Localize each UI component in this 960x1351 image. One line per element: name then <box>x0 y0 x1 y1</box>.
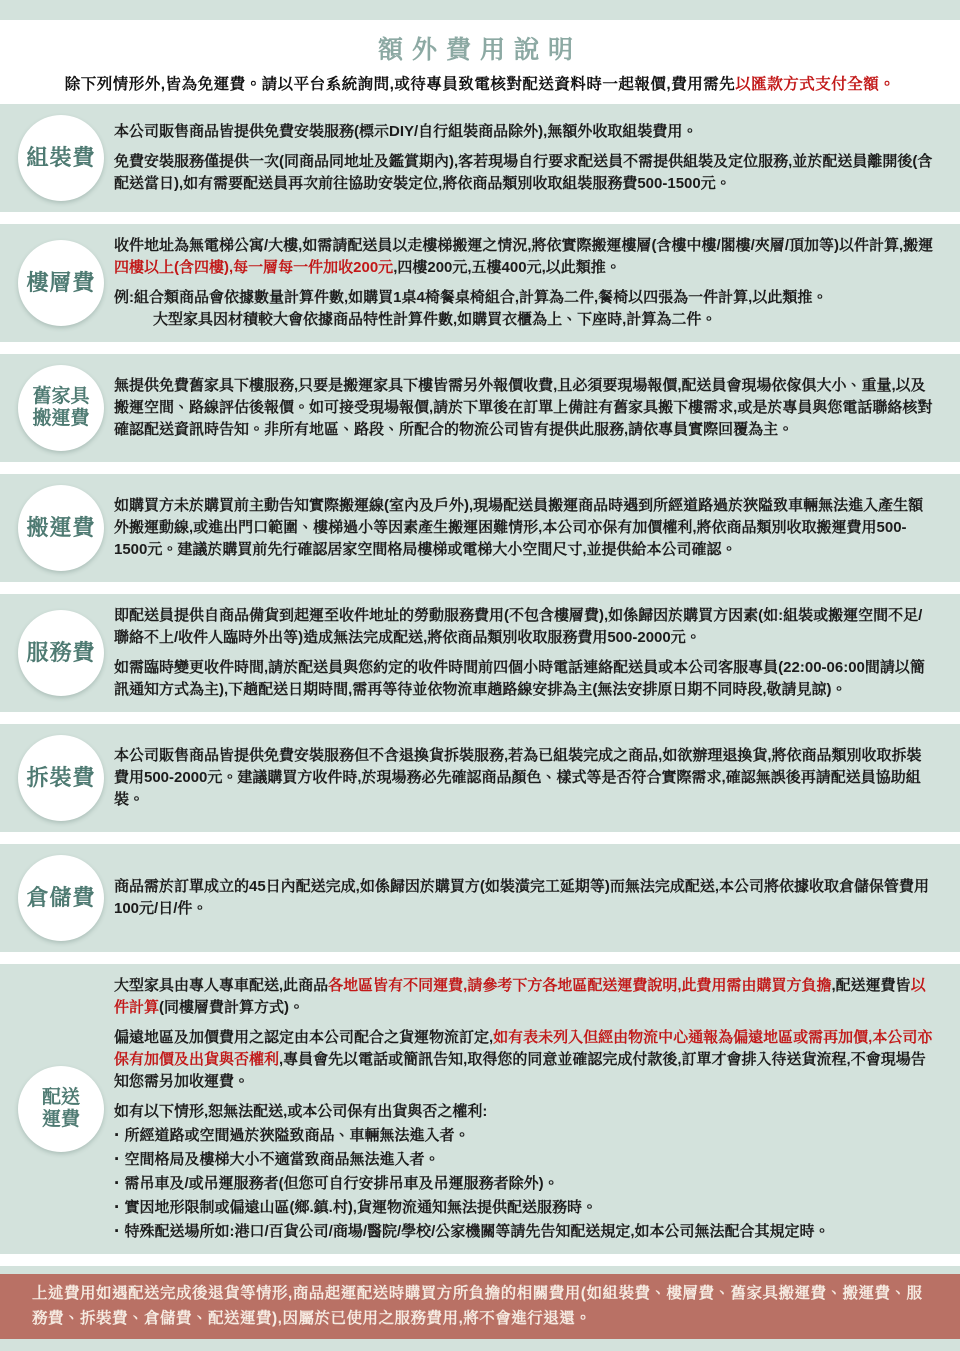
section-label-column <box>18 365 104 451</box>
section-content <box>114 121 934 195</box>
text-run: 免費安裝服務僅提供一次(同商品同地址及鑑賞期內),客若現場自行要求配送員不需提供組裝及定位服務,並於配送員離開後(含配送當日),如有需要配送員再次前往協助安裝定位,將依商品類別收取組裝服務費500-1500元。 <box>114 153 933 192</box>
section-label-line: 倉儲費 <box>26 885 96 911</box>
section-content <box>114 375 934 441</box>
text-run: 如需臨時變更收件時間,請於配送員與您約定的收件時間前四個小時電話連絡配送員或本公司客服專員(22:00-06:00間請以簡訊通知方式為主),下趟配送日期時間,需再等待並依物流車趟路線安排為主(無法安排原日期不同時段,敬請見諒)。 <box>114 659 925 698</box>
bullet-item <box>114 1149 934 1171</box>
bullet-item <box>114 1197 934 1219</box>
paragraph <box>114 975 934 1019</box>
paragraph <box>114 235 934 279</box>
section-content <box>114 235 934 331</box>
paragraph <box>114 605 934 649</box>
paragraph <box>114 287 934 309</box>
bottom-teal-strip <box>0 1339 960 1351</box>
text-run: 本公司販售商品皆提供免費安裝服務但不含退換貨拆裝服務,若為已組裝完成之商品,如欲辦理退換貨,將依商品類別收取拆裝費用500-2000元。建議購買方收件時,於現場務必先確認商品顏色、樣式等是否符合實際需求,確認無誤後再請配送員協助組裝。 <box>114 747 922 808</box>
section-label-badge <box>18 485 104 571</box>
text-run: 實因地形限制或偏遠山區(鄉.鎮.村),貨運物流通知無法提供配送服務時。 <box>124 1199 597 1216</box>
paragraph <box>114 375 934 441</box>
section-label-line: 服務費 <box>26 640 96 666</box>
text-run: 空間格局及樓梯大小不適當致商品無法進入者。 <box>124 1151 440 1168</box>
fee-section-moving-fee <box>0 474 960 582</box>
highlighted-text-run: 各地區皆有不同運費,請參考下方各地區配送運費說明,此費用需由購買方負擔 <box>328 977 832 994</box>
refund-notice-text: 上述費用如遇配送完成後退貨等情形,商品起運配送時購買方所負擔的相關費用(如組裝費、樓層費、舊家具搬運費、搬運費、服務費、拆裝費、倉儲費、配送運費),因屬於已使用之服務費用,將不會進行退還。 <box>32 1285 923 1327</box>
fee-section-floor-fee <box>0 224 960 342</box>
bullet-item <box>114 1221 934 1243</box>
highlighted-text-run: 以件計算 <box>114 977 926 1016</box>
section-label-badge <box>18 735 104 821</box>
text-run: 收件地址為無電梯公寓/大樓,如需請配送員以走樓梯搬運之情況,將依實際搬運樓層(含樓中樓/閣樓/夾層/頂加等)以件計算,搬運 <box>114 237 934 254</box>
bullet-dot-icon: ‧ <box>114 1127 120 1144</box>
section-label-line: 拆裝費 <box>26 765 96 791</box>
section-label-badge <box>18 365 104 451</box>
text-run: 無提供免費舊家具下樓服務,只要是搬運家具下樓皆需另外報價收費,且必須要現場報價,配送員會現場依傢俱大小、重量,以及搬運空間、路線評估後報價。如可接受現場報價,請於下單後在訂單上備註有舊家具搬下樓需求,或是於專員與您電話聯絡核對確認配送資訊時告知。非所有地區、路段、所配合的物流公司皆有提供此服務,請依專員實際回覆為主。 <box>114 377 933 438</box>
fee-section-assembly-fee <box>0 104 960 212</box>
section-content <box>114 495 934 561</box>
fee-section-storage-fee <box>0 844 960 952</box>
bullet-dot-icon: ‧ <box>114 1223 120 1240</box>
section-label-column <box>18 735 104 821</box>
section-label-line: 組裝費 <box>26 145 96 171</box>
text-run: 需吊車及/或吊運服務者(但您可自行安排吊車及吊運服務者除外)。 <box>124 1175 559 1192</box>
text-run: 即配送員提供自商品備貨到起運至收件地址的勞動服務費用(不包含樓層費),如係歸因於購買方因素(如:組裝或搬運空間不足/聯絡不上/收件人臨時外出等)造成無法完成配送,將依商品類別收取服務費用500-2000元。 <box>114 607 923 646</box>
text-run: ,配送運費皆 <box>831 977 911 994</box>
section-label-line: 搬運費 <box>26 515 96 541</box>
section-content <box>114 975 934 1243</box>
text-run: 特殊配送場所如:港口/百貨公司/商場/醫院/學校/公家機關等請先告知配送規定,如本公司無法配合其規定時。 <box>124 1223 830 1240</box>
section-content <box>114 876 934 920</box>
paragraph <box>114 876 934 920</box>
section-content <box>114 745 934 811</box>
subtitle-text: 除下列情形外,皆為免運費。請以平台系統詢問,或待專員致電核對配送資料時一起報價,費用需先 <box>64 76 736 93</box>
text-run: (同樓層費計算方式)。 <box>159 999 305 1016</box>
subtitle-highlight: 以匯款方式支付全額。 <box>735 76 896 93</box>
fee-sections <box>0 104 960 1254</box>
section-label-column <box>18 1066 104 1152</box>
page-subtitle <box>12 72 948 94</box>
text-run: 所經道路或空間過於狹隘致商品、車輛無法進入者。 <box>124 1127 470 1144</box>
highlighted-text-run: 如有表未列入但經由物流中心通報為偏遠地區或需再加價,本公司亦保有加價及出貨與否權利 <box>114 1029 933 1068</box>
bullet-dot-icon: ‧ <box>114 1151 120 1168</box>
text-run: 本公司販售商品皆提供免費安裝服務(標示DIY/自行組裝商品除外),無額外收取組裝費用。 <box>114 123 698 140</box>
refund-notice-footer <box>0 1274 960 1339</box>
section-label-badge <box>18 1066 104 1152</box>
bullet-item <box>114 1125 934 1147</box>
section-label-line: 運費 <box>41 1109 80 1130</box>
footer-gap <box>0 1266 960 1274</box>
text-run: ,專員會先以電話或簡訊告知,取得您的同意並確認完成付款後,訂單才會排入待送貨流程,不會現場告知您需另加收運費。 <box>114 1051 926 1090</box>
paragraph <box>114 151 934 195</box>
section-label-column <box>18 485 104 571</box>
section-label-badge <box>18 855 104 941</box>
text-run: ,四樓200元,五樓400元,以此類推。 <box>393 259 621 276</box>
text-run: 偏遠地區及加價費用之認定由本公司配合之貨運物流訂定, <box>114 1029 494 1046</box>
fee-section-old-furniture-removal-fee <box>0 354 960 462</box>
text-run: 商品需於訂單成立的45日內配送完成,如係歸因於購買方(如裝潢完工延期等)而無法完成配送,本公司將依據收取倉儲保管費用100元/日/件。 <box>114 878 930 917</box>
section-label-badge <box>18 240 104 326</box>
fee-section-delivery-fee <box>0 964 960 1254</box>
section-label-column <box>18 240 104 326</box>
text-run: 如購買方未於購買前主動告知實際搬運線(室內及戶外),現場配送員搬運商品時遇到所經道路過於狹隘致車輛無法進入產生額外搬運動線,或進出門口範圍、樓梯過小等因素產生搬運困難情形,本公司亦保有加價權利,將依商品類別收取搬運費用500-1500元。建議於購買前先行確認居家空間格局樓梯或電梯大小空間尺寸,並提供給本公司確認。 <box>114 497 924 558</box>
paragraph <box>114 1101 934 1123</box>
section-label-line: 舊家具 <box>32 386 90 408</box>
paragraph <box>114 121 934 143</box>
paragraph <box>114 657 934 701</box>
top-teal-strip <box>0 0 960 20</box>
paragraph <box>114 495 934 561</box>
highlighted-text-run: 四樓以上(含四樓),每一層每一件加收200元 <box>114 259 394 276</box>
section-label-line: 配送 <box>41 1087 80 1109</box>
section-label-line: 樓層費 <box>26 270 96 296</box>
fee-section-service-fee <box>0 594 960 712</box>
fee-section-disassembly-fee <box>0 724 960 832</box>
section-label-line: 搬運費 <box>32 408 90 429</box>
text-run: 大型家具由專人專車配送,此商品 <box>114 977 329 994</box>
section-label-column <box>18 115 104 201</box>
page-header <box>0 20 960 104</box>
bullet-item <box>114 1173 934 1195</box>
text-run: 大型家具因材積較大會依據商品特性計算件數,如購買衣櫃為上、下座時,計算為二件。 <box>153 311 717 328</box>
paragraph <box>114 1027 934 1093</box>
page-title: 額外費用說明 <box>377 36 582 64</box>
section-label-badge <box>18 115 104 201</box>
section-label-column <box>18 610 104 696</box>
bullet-dot-icon: ‧ <box>114 1175 120 1192</box>
section-label-badge <box>18 610 104 696</box>
section-label-column <box>18 855 104 941</box>
text-run: 例:組合類商品會依據數量計算件數,如購買1桌4椅餐桌椅組合,計算為二件,餐椅以四張為一件計算,以此類推。 <box>114 289 828 306</box>
bullet-dot-icon: ‧ <box>114 1199 120 1216</box>
paragraph <box>114 309 934 331</box>
section-content <box>114 605 934 701</box>
paragraph <box>114 745 934 811</box>
text-run: 如有以下情形,恕無法配送,或本公司保有出貨與否之權利: <box>114 1103 488 1120</box>
